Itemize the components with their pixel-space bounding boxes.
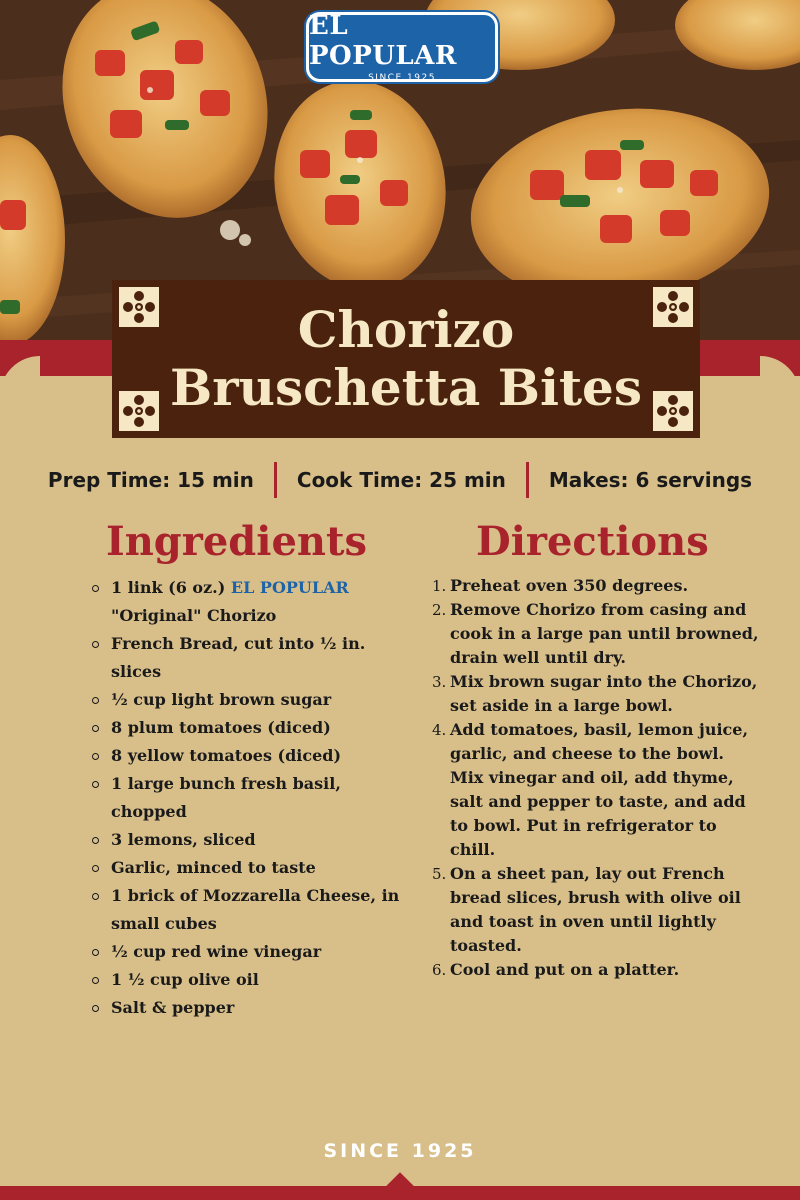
cook-time: Cook Time: 25 min	[296, 468, 506, 492]
direction-step	[432, 598, 762, 670]
ingredients-list	[90, 574, 410, 1022]
step-text: Preheat oven 350 degrees.	[450, 576, 689, 595]
recipe-title-line-1: Chorizo	[297, 300, 515, 359]
ingredient-item: Salt & pepper	[90, 994, 410, 1022]
ingredient-first-prefix: 1 link (6 oz.)	[111, 578, 226, 597]
ingredient-brand-name: EL POPULAR	[230, 578, 349, 597]
ingredient-item: ½ cup red wine vinegar	[90, 938, 410, 966]
el-popular-logo	[306, 12, 498, 82]
direction-step	[432, 862, 762, 958]
ingredient-item: 8 yellow tomatoes (diced)	[90, 742, 410, 770]
direction-step	[432, 574, 762, 598]
ingredient-item: 8 plum tomatoes (diced)	[90, 714, 410, 742]
step-number: 1.	[432, 577, 447, 595]
ingredient-item: ½ cup light brown sugar	[90, 686, 410, 714]
step-number: 3.	[432, 673, 447, 691]
ingredient-item: Garlic, minced to taste	[90, 854, 410, 882]
step-text: Add tomatoes, basil, lemon juice, garlic, and cheese to the bowl. Mix vinegar and oil, add thyme, salt and pepper to taste, and add to bowl. Put in refrigerator to chill.	[450, 720, 749, 859]
step-text: Mix brown sugar into the Chorizo, set aside in a large bowl.	[450, 672, 758, 715]
ingredient-item: 3 lemons, sliced	[90, 826, 410, 854]
direction-step	[432, 958, 762, 982]
step-number: 2.	[432, 601, 447, 619]
step-number: 5.	[432, 865, 447, 883]
direction-step	[432, 718, 762, 862]
servings: Makes: 6 servings	[548, 468, 753, 492]
recipe-title-box	[112, 280, 700, 438]
step-number: 6.	[432, 961, 447, 979]
logo-name: EL POPULAR	[309, 11, 457, 71]
prep-time: Prep Time: 15 min	[47, 468, 254, 492]
ingredient-item: 1 large bunch fresh basil, chopped	[90, 770, 410, 826]
ingredients-heading: Ingredients	[106, 518, 367, 565]
ornament-icon	[118, 286, 160, 328]
step-text: Cool and put on a platter.	[450, 960, 680, 979]
ingredient-item	[90, 574, 410, 630]
step-text: Remove Chorizo from casing and cook in a large pan until browned, drain well until dry.	[450, 600, 759, 667]
recipe-title-line-2: Bruschetta Bites	[169, 358, 643, 417]
ornament-icon	[118, 390, 160, 432]
direction-step	[432, 670, 762, 718]
ornament-icon	[652, 390, 694, 432]
ornament-icon	[652, 286, 694, 328]
step-text: On a sheet pan, lay out French bread slices, brush with olive oil and toast in oven until lightly toasted.	[450, 864, 741, 955]
ingredient-first-suffix: "Original" Chorizo	[111, 606, 277, 625]
ingredient-item: 1 brick of Mozzarella Cheese, in small cubes	[90, 882, 410, 938]
footer-since: SINCE 1925	[323, 1140, 477, 1162]
step-number: 4.	[432, 721, 447, 739]
ingredient-item: 1 ½ cup olive oil	[90, 966, 410, 994]
directions-list	[432, 574, 762, 982]
logo-since: SINCE 1925	[368, 73, 436, 83]
recipe-meta-row	[0, 458, 800, 502]
ingredient-item: French Bread, cut into ½ in. slices	[90, 630, 410, 686]
directions-heading: Directions	[476, 518, 709, 565]
